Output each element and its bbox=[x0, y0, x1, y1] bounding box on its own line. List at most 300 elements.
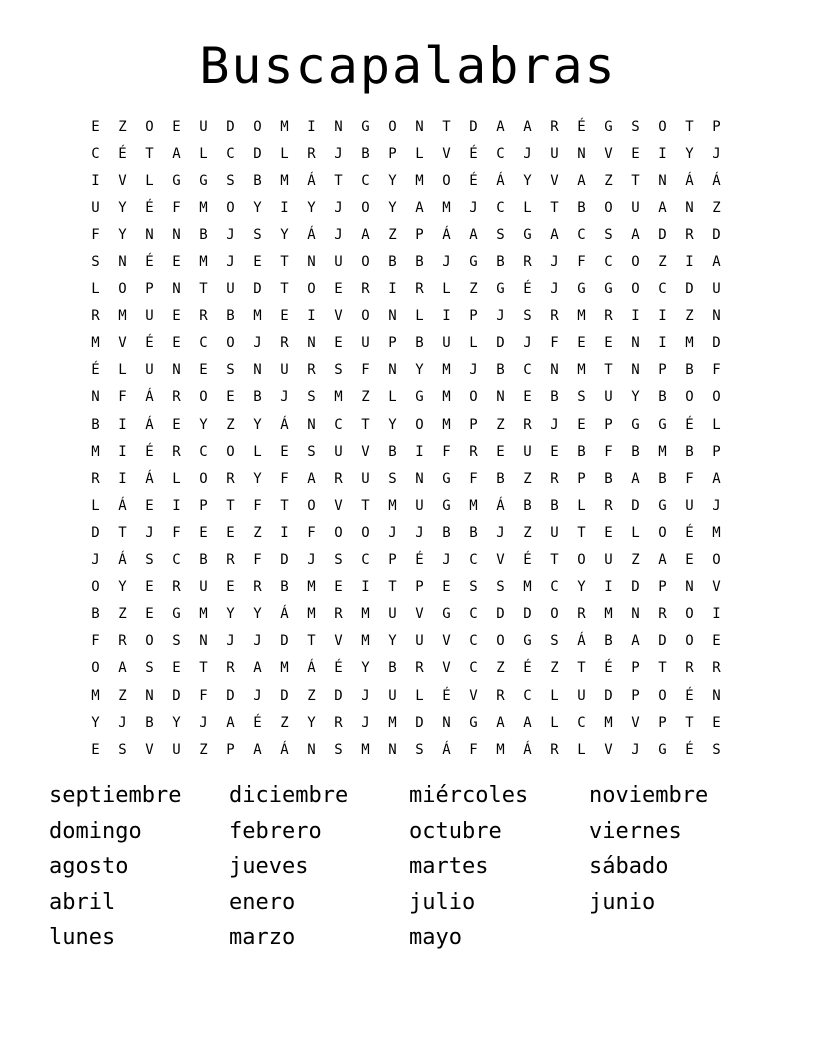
grid-letter: J bbox=[712, 497, 721, 514]
grid-letter: C bbox=[361, 552, 370, 569]
grid-letter: O bbox=[604, 199, 613, 216]
grid-letter: P bbox=[712, 443, 721, 460]
grid-letter: Y bbox=[577, 579, 586, 596]
grid-letter: N bbox=[388, 362, 397, 379]
grid-letter: O bbox=[307, 497, 316, 514]
grid-letter: T bbox=[658, 660, 667, 677]
grid-letter: S bbox=[334, 362, 343, 379]
grid-letter: I bbox=[118, 416, 127, 433]
grid-letter: N bbox=[550, 362, 559, 379]
grid-letter: Á bbox=[280, 741, 289, 758]
grid-letter: O bbox=[91, 660, 100, 677]
grid-letter: P bbox=[577, 470, 586, 487]
grid-letter: B bbox=[685, 443, 694, 460]
grid-letter: Z bbox=[658, 254, 667, 271]
grid-letter: P bbox=[199, 497, 208, 514]
grid-letter: E bbox=[334, 335, 343, 352]
grid-letter: C bbox=[469, 552, 478, 569]
grid-letter: O bbox=[361, 199, 370, 216]
grid-letter: S bbox=[145, 660, 154, 677]
grid-letter: A bbox=[658, 552, 667, 569]
grid-letter: T bbox=[388, 579, 397, 596]
grid-letter: L bbox=[172, 470, 181, 487]
grid-letter: P bbox=[469, 416, 478, 433]
grid-letter: N bbox=[172, 362, 181, 379]
grid-letter: Z bbox=[307, 687, 316, 704]
grid-letter: T bbox=[685, 714, 694, 731]
grid-letter: L bbox=[415, 308, 424, 325]
grid-letter: D bbox=[415, 714, 424, 731]
grid-letter: B bbox=[658, 470, 667, 487]
grid-letter: Y bbox=[118, 579, 127, 596]
grid-letter: E bbox=[145, 579, 154, 596]
grid-letter: P bbox=[631, 660, 640, 677]
grid-letter: M bbox=[280, 118, 289, 135]
grid-letter: S bbox=[307, 443, 316, 460]
grid-letter: P bbox=[631, 687, 640, 704]
grid-letter: G bbox=[199, 172, 208, 189]
grid-letter: O bbox=[361, 524, 370, 541]
grid-letter: S bbox=[469, 579, 478, 596]
grid-letter: Y bbox=[280, 226, 289, 243]
grid-letter: C bbox=[469, 633, 478, 650]
grid-letter: D bbox=[712, 335, 721, 352]
grid-letter: M bbox=[523, 579, 532, 596]
grid-letter: N bbox=[334, 118, 343, 135]
grid-letter: N bbox=[253, 362, 262, 379]
grid-letter: P bbox=[388, 145, 397, 162]
grid-letter: Z bbox=[118, 606, 127, 623]
grid-letter: T bbox=[631, 172, 640, 189]
grid-letter: R bbox=[658, 606, 667, 623]
grid-letter: D bbox=[253, 145, 262, 162]
grid-letter: I bbox=[712, 606, 721, 623]
grid-letter: F bbox=[199, 687, 208, 704]
grid-letter: B bbox=[415, 335, 424, 352]
grid-letter: L bbox=[388, 389, 397, 406]
grid-letter: É bbox=[91, 362, 100, 379]
grid-letter: V bbox=[442, 660, 451, 677]
grid-letter: Z bbox=[226, 416, 235, 433]
grid-letter: U bbox=[145, 362, 154, 379]
grid-letter: E bbox=[172, 416, 181, 433]
grid-letter: E bbox=[712, 633, 721, 650]
grid-letter: V bbox=[118, 335, 127, 352]
grid-letter: B bbox=[604, 633, 613, 650]
grid-letter: T bbox=[550, 552, 559, 569]
grid-letter: L bbox=[469, 335, 478, 352]
grid-letter: F bbox=[685, 470, 694, 487]
grid-letter: É bbox=[685, 524, 694, 541]
word-list-item: domingo bbox=[49, 818, 142, 844]
grid-letter: N bbox=[307, 741, 316, 758]
grid-letter: O bbox=[685, 633, 694, 650]
grid-letter: É bbox=[415, 552, 424, 569]
grid-letter: N bbox=[91, 389, 100, 406]
grid-letter: O bbox=[91, 579, 100, 596]
grid-letter: J bbox=[712, 145, 721, 162]
grid-letter: Á bbox=[685, 172, 694, 189]
grid-letter: L bbox=[577, 497, 586, 514]
grid-letter: E bbox=[91, 118, 100, 135]
grid-letter: S bbox=[577, 389, 586, 406]
grid-letter: U bbox=[280, 362, 289, 379]
grid-letter: N bbox=[388, 741, 397, 758]
grid-letter: O bbox=[442, 172, 451, 189]
grid-letter: P bbox=[712, 118, 721, 135]
grid-letter: É bbox=[334, 660, 343, 677]
grid-letter: M bbox=[199, 254, 208, 271]
grid-letter: B bbox=[91, 606, 100, 623]
grid-letter: L bbox=[199, 145, 208, 162]
grid-letter: E bbox=[604, 524, 613, 541]
word-list-item: octubre bbox=[409, 818, 502, 844]
grid-letter: Á bbox=[145, 470, 154, 487]
grid-letter: É bbox=[469, 145, 478, 162]
grid-letter: M bbox=[604, 714, 613, 731]
grid-letter: J bbox=[496, 308, 505, 325]
grid-letter: O bbox=[658, 118, 667, 135]
grid-letter: E bbox=[199, 362, 208, 379]
grid-letter: É bbox=[577, 118, 586, 135]
grid-letter: A bbox=[226, 714, 235, 731]
grid-letter: F bbox=[604, 443, 613, 460]
grid-letter: T bbox=[280, 497, 289, 514]
grid-letter: V bbox=[334, 633, 343, 650]
grid-letter: R bbox=[469, 443, 478, 460]
grid-letter: R bbox=[415, 281, 424, 298]
grid-letter: I bbox=[172, 497, 181, 514]
word-list-item: lunes bbox=[49, 925, 116, 950]
grid-letter: U bbox=[685, 497, 694, 514]
word-list-item: marzo bbox=[229, 925, 296, 950]
grid-letter: A bbox=[415, 199, 424, 216]
grid-letter: V bbox=[118, 172, 127, 189]
grid-letter: R bbox=[415, 660, 424, 677]
grid-letter: U bbox=[334, 443, 343, 460]
grid-letter: I bbox=[307, 308, 316, 325]
grid-letter: J bbox=[334, 145, 343, 162]
grid-letter: B bbox=[199, 552, 208, 569]
grid-letter: S bbox=[253, 226, 262, 243]
grid-letter: J bbox=[361, 687, 370, 704]
grid-letter: Z bbox=[523, 470, 532, 487]
word-list-item: diciembre bbox=[229, 783, 349, 808]
grid-letter: A bbox=[631, 633, 640, 650]
grid-letter: D bbox=[496, 335, 505, 352]
grid-letter: É bbox=[118, 145, 127, 162]
grid-letter: N bbox=[415, 118, 424, 135]
grid-letter: D bbox=[253, 281, 262, 298]
grid-letter: C bbox=[199, 443, 208, 460]
grid-letter: É bbox=[442, 687, 451, 704]
grid-letter: Y bbox=[172, 714, 181, 731]
grid-letter: D bbox=[685, 281, 694, 298]
grid-letter: A bbox=[172, 145, 181, 162]
grid-letter: O bbox=[145, 633, 154, 650]
grid-letter: D bbox=[172, 687, 181, 704]
grid-letter: É bbox=[685, 741, 694, 758]
grid-letter: F bbox=[307, 524, 316, 541]
grid-letter: V bbox=[334, 497, 343, 514]
grid-letter: J bbox=[523, 145, 532, 162]
grid-letter: E bbox=[172, 660, 181, 677]
grid-letter: A bbox=[253, 741, 262, 758]
grid-letter: D bbox=[712, 226, 721, 243]
word-list-item: junio bbox=[589, 889, 656, 915]
grid-letter: T bbox=[226, 497, 235, 514]
grid-letter: G bbox=[523, 226, 532, 243]
grid-letter: N bbox=[172, 226, 181, 243]
grid-letter: T bbox=[361, 497, 370, 514]
grid-letter: J bbox=[334, 199, 343, 216]
grid-letter: A bbox=[469, 226, 478, 243]
grid-letter: U bbox=[361, 335, 370, 352]
grid-letter: M bbox=[199, 199, 208, 216]
grid-letter: O bbox=[712, 389, 721, 406]
grid-letter: U bbox=[388, 687, 397, 704]
grid-letter: V bbox=[442, 633, 451, 650]
grid-letter: L bbox=[631, 524, 640, 541]
grid-letter: M bbox=[658, 443, 667, 460]
grid-letter: T bbox=[334, 172, 343, 189]
grid-letter: P bbox=[145, 281, 154, 298]
grid-letter: U bbox=[415, 497, 424, 514]
letter-grid bbox=[82, 113, 734, 763]
grid-letter: Y bbox=[685, 145, 694, 162]
grid-letter: V bbox=[469, 687, 478, 704]
grid-letter: F bbox=[91, 633, 100, 650]
grid-letter: U bbox=[604, 389, 613, 406]
grid-letter: J bbox=[442, 552, 451, 569]
grid-letter: U bbox=[523, 443, 532, 460]
grid-letter: A bbox=[631, 470, 640, 487]
grid-letter: É bbox=[145, 335, 154, 352]
grid-letter: Á bbox=[496, 497, 505, 514]
word-list-item: miércoles bbox=[409, 783, 529, 808]
grid-letter: U bbox=[361, 470, 370, 487]
grid-letter: P bbox=[469, 308, 478, 325]
grid-letter: M bbox=[442, 389, 451, 406]
grid-letter: E bbox=[577, 416, 586, 433]
grid-letter: E bbox=[226, 389, 235, 406]
grid-letter: B bbox=[199, 226, 208, 243]
grid-letter: L bbox=[442, 281, 451, 298]
grid-letter: Y bbox=[307, 199, 316, 216]
grid-letter: Á bbox=[442, 741, 451, 758]
grid-letter: Z bbox=[469, 281, 478, 298]
grid-letter: E bbox=[172, 335, 181, 352]
grid-letter: J bbox=[226, 633, 235, 650]
grid-letter: E bbox=[523, 389, 532, 406]
grid-letter: I bbox=[280, 524, 289, 541]
grid-letter: I bbox=[604, 579, 613, 596]
grid-letter: T bbox=[442, 118, 451, 135]
grid-letter: Y bbox=[118, 226, 127, 243]
grid-letter: Z bbox=[118, 687, 127, 704]
grid-letter: F bbox=[172, 199, 181, 216]
grid-letter: I bbox=[658, 145, 667, 162]
grid-letter: B bbox=[523, 497, 532, 514]
grid-letter: D bbox=[226, 118, 235, 135]
grid-letter: I bbox=[361, 579, 370, 596]
word-list-item: sábado bbox=[589, 854, 669, 879]
grid-letter: T bbox=[550, 199, 559, 216]
grid-letter: S bbox=[631, 118, 640, 135]
grid-letter: V bbox=[415, 606, 424, 623]
grid-letter: U bbox=[172, 741, 181, 758]
grid-letter: O bbox=[361, 308, 370, 325]
grid-letter: D bbox=[280, 552, 289, 569]
grid-letter: Y bbox=[91, 714, 100, 731]
grid-letter: M bbox=[361, 606, 370, 623]
grid-letter: D bbox=[658, 633, 667, 650]
grid-letter: R bbox=[550, 118, 559, 135]
grid-letter: R bbox=[226, 470, 235, 487]
grid-letter: V bbox=[496, 552, 505, 569]
grid-letter: M bbox=[442, 362, 451, 379]
grid-letter: J bbox=[145, 524, 154, 541]
grid-letter: E bbox=[550, 443, 559, 460]
word-list-item: abril bbox=[49, 889, 116, 915]
grid-letter: M bbox=[280, 660, 289, 677]
grid-letter: N bbox=[415, 470, 424, 487]
grid-letter: M bbox=[280, 172, 289, 189]
grid-letter: B bbox=[145, 714, 154, 731]
grid-letter: Y bbox=[388, 199, 397, 216]
grid-letter: R bbox=[550, 741, 559, 758]
grid-letter: Y bbox=[361, 660, 370, 677]
grid-letter: L bbox=[118, 362, 127, 379]
grid-letter: P bbox=[415, 226, 424, 243]
grid-letter: O bbox=[577, 552, 586, 569]
grid-letter: Z bbox=[253, 524, 262, 541]
grid-letter: I bbox=[91, 172, 100, 189]
grid-letter: D bbox=[226, 687, 235, 704]
grid-letter: Y bbox=[253, 606, 262, 623]
grid-letter: B bbox=[91, 416, 100, 433]
grid-letter: V bbox=[604, 741, 613, 758]
grid-letter: V bbox=[361, 443, 370, 460]
grid-letter: M bbox=[577, 362, 586, 379]
grid-letter: J bbox=[550, 416, 559, 433]
grid-letter: V bbox=[604, 145, 613, 162]
grid-letter: Z bbox=[388, 226, 397, 243]
grid-letter: U bbox=[604, 552, 613, 569]
grid-letter: B bbox=[496, 470, 505, 487]
grid-letter: N bbox=[442, 714, 451, 731]
grid-letter: P bbox=[658, 714, 667, 731]
grid-letter: E bbox=[172, 308, 181, 325]
grid-letter: Z bbox=[118, 118, 127, 135]
grid-letter: U bbox=[199, 579, 208, 596]
grid-letter: Y bbox=[415, 362, 424, 379]
grid-letter: M bbox=[415, 172, 424, 189]
grid-letter: R bbox=[226, 660, 235, 677]
grid-letter: D bbox=[280, 687, 289, 704]
grid-letter: L bbox=[91, 497, 100, 514]
grid-letter: J bbox=[388, 524, 397, 541]
grid-letter: E bbox=[496, 443, 505, 460]
grid-letter: V bbox=[631, 714, 640, 731]
grid-letter: N bbox=[685, 579, 694, 596]
grid-letter: L bbox=[712, 416, 721, 433]
grid-letter: D bbox=[631, 497, 640, 514]
grid-letter: U bbox=[550, 145, 559, 162]
grid-letter: C bbox=[496, 145, 505, 162]
grid-letter: G bbox=[604, 118, 613, 135]
grid-letter: S bbox=[226, 362, 235, 379]
grid-letter: S bbox=[550, 633, 559, 650]
grid-letter: A bbox=[307, 470, 316, 487]
grid-letter: J bbox=[253, 687, 262, 704]
grid-letter: L bbox=[550, 687, 559, 704]
grid-letter: Á bbox=[118, 552, 127, 569]
grid-letter: D bbox=[496, 606, 505, 623]
grid-letter: N bbox=[118, 254, 127, 271]
grid-letter: B bbox=[469, 524, 478, 541]
grid-letter: T bbox=[199, 281, 208, 298]
grid-letter: E bbox=[631, 145, 640, 162]
grid-letter: M bbox=[307, 606, 316, 623]
grid-letter: S bbox=[712, 741, 721, 758]
grid-letter: E bbox=[199, 524, 208, 541]
grid-letter: J bbox=[226, 254, 235, 271]
grid-letter: D bbox=[658, 226, 667, 243]
grid-letter: C bbox=[523, 362, 532, 379]
grid-letter: P bbox=[604, 416, 613, 433]
grid-letter: É bbox=[145, 443, 154, 460]
grid-letter: J bbox=[334, 226, 343, 243]
grid-letter: J bbox=[280, 389, 289, 406]
grid-letter: J bbox=[91, 552, 100, 569]
grid-letter: R bbox=[172, 443, 181, 460]
grid-letter: D bbox=[334, 687, 343, 704]
grid-letter: M bbox=[199, 606, 208, 623]
grid-letter: U bbox=[226, 281, 235, 298]
grid-letter: N bbox=[631, 362, 640, 379]
grid-letter: M bbox=[685, 335, 694, 352]
grid-letter: S bbox=[118, 741, 127, 758]
grid-letter: Á bbox=[307, 172, 316, 189]
grid-letter: Á bbox=[577, 633, 586, 650]
grid-letter: J bbox=[550, 254, 559, 271]
grid-letter: P bbox=[226, 741, 235, 758]
grid-letter: R bbox=[118, 633, 127, 650]
grid-letter: Z bbox=[496, 416, 505, 433]
grid-letter: C bbox=[91, 145, 100, 162]
grid-letter: Y bbox=[226, 606, 235, 623]
grid-letter: B bbox=[685, 362, 694, 379]
grid-letter: B bbox=[388, 254, 397, 271]
grid-letter: R bbox=[604, 497, 613, 514]
grid-letter: U bbox=[577, 687, 586, 704]
word-list-item: febrero bbox=[229, 818, 322, 844]
grid-letter: R bbox=[361, 281, 370, 298]
grid-letter: C bbox=[604, 254, 613, 271]
grid-letter: É bbox=[469, 172, 478, 189]
grid-letter: R bbox=[307, 362, 316, 379]
grid-letter: G bbox=[631, 416, 640, 433]
grid-letter: C bbox=[577, 714, 586, 731]
grid-letter: R bbox=[685, 660, 694, 677]
grid-letter: Z bbox=[685, 308, 694, 325]
grid-letter: B bbox=[226, 308, 235, 325]
grid-letter: U bbox=[415, 633, 424, 650]
grid-letter: M bbox=[307, 579, 316, 596]
grid-letter: T bbox=[577, 660, 586, 677]
grid-letter: E bbox=[145, 606, 154, 623]
